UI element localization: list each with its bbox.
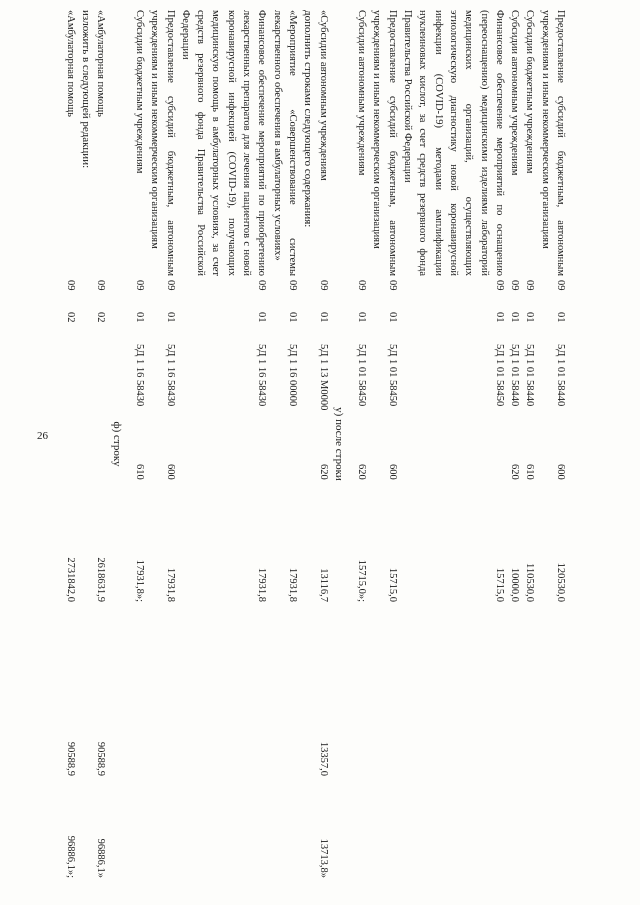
subsection-code-cell: 01 xyxy=(356,312,368,323)
amount-2-cell xyxy=(369,604,400,708)
table-body xyxy=(63,8,569,880)
amount-4-cell xyxy=(178,778,270,880)
amount-1-cell: 110530,0 xyxy=(524,563,536,602)
subsection-code-cell: 01 xyxy=(317,312,329,323)
amount-2-cell xyxy=(93,604,108,708)
amount-2-cell xyxy=(354,604,369,708)
spacer-row xyxy=(346,8,354,880)
table-row xyxy=(507,8,522,880)
amount-3-cell xyxy=(178,708,270,778)
amendment-heading: у) после строки xyxy=(332,407,345,481)
subsection-code-cell: 01 xyxy=(493,312,505,323)
row-name-cell: Предоставление субсидий бюджетным, автономным учреждениям и иным некоммерческим организациям xyxy=(149,10,176,276)
amount-3-cell: 90588,9 xyxy=(95,741,107,776)
target-article-cell: 5Д 1 16 58430 xyxy=(256,344,268,407)
subsection-code-cell: 01 xyxy=(555,312,566,323)
table-row xyxy=(132,8,147,880)
table-row xyxy=(354,8,369,880)
amount-1-cell: 120530,0 xyxy=(555,562,566,602)
amount-3-cell xyxy=(537,708,568,778)
section-code-cell: 09 xyxy=(356,280,368,291)
row-name-cell: Финансовое обеспечение мероприятий по приобретению лекарственных препаратов для лечения пациентов с новой коронавирусной инфекцией (COVID-19), получающих медицинскую помощь в амбулаторных условиях, за счет средств резервного фонда Правительства Российской Федерации xyxy=(179,10,268,276)
table-row xyxy=(369,8,400,880)
row-name-cell: «Субсидии автономным учреждениям xyxy=(317,10,329,181)
amount-2-cell xyxy=(147,604,178,708)
target-article-cell: 5Д 1 01 58450 xyxy=(356,344,368,407)
amount-2-cell xyxy=(507,604,522,708)
amount-2-cell xyxy=(315,604,330,708)
amount-2-cell xyxy=(400,604,507,708)
table-row xyxy=(315,8,330,880)
expense-type-cell xyxy=(269,462,300,498)
amount-1-cell: 15715,0 xyxy=(386,567,398,602)
table-row xyxy=(178,8,270,880)
subsection-code-cell: 02 xyxy=(64,312,76,323)
section-code-cell: 09 xyxy=(133,280,145,291)
target-article-cell: 5Д 1 01 58440 xyxy=(509,344,521,407)
amount-4-cell xyxy=(400,778,507,880)
amendment-note-row xyxy=(78,8,93,880)
section-code-cell: 09 xyxy=(509,280,521,291)
expense-type-cell: 600 xyxy=(386,464,398,480)
table-row xyxy=(63,8,78,880)
expense-type-cell: 610 xyxy=(524,464,536,480)
expense-type-cell: 610 xyxy=(133,464,145,480)
expense-type-cell: 620 xyxy=(317,464,329,480)
amount-1-cell: 13116,7 xyxy=(317,568,329,602)
row-name-cell: Предоставление субсидий бюджетным, автономным учреждениям и иным некоммерческим организациям xyxy=(371,10,398,276)
amount-2-cell xyxy=(132,604,147,708)
expense-type-cell xyxy=(400,462,507,498)
spacer-row xyxy=(124,8,132,880)
subsection-code-cell: 01 xyxy=(133,312,145,323)
budget-table xyxy=(63,8,569,880)
amount-3-cell xyxy=(269,708,300,778)
amount-1-cell: 2731842,0 xyxy=(64,557,76,602)
amount-3-cell xyxy=(400,708,507,778)
amount-4-cell: 96886,1»; xyxy=(64,835,76,878)
subsection-code-cell: 01 xyxy=(386,312,398,323)
row-name-cell: «Амбулаторная помощь xyxy=(95,10,107,117)
amount-3-cell xyxy=(132,708,147,778)
section-code-cell: 09 xyxy=(286,280,298,291)
amount-3-cell xyxy=(354,708,369,778)
expense-type-cell xyxy=(178,462,270,498)
section-code-cell: 09 xyxy=(95,280,107,291)
section-code-cell: 09 xyxy=(493,280,505,291)
section-code-cell: 09 xyxy=(317,280,329,291)
amount-4-cell xyxy=(507,778,522,880)
target-article-cell: 5Д 1 16 58430 xyxy=(164,344,176,407)
amount-1-cell: 2618631,9 xyxy=(95,557,107,602)
amount-3-cell: 90588,9 xyxy=(64,741,76,776)
amendment-heading-row xyxy=(331,8,346,880)
section-code-cell: 09 xyxy=(64,280,76,291)
target-article-cell: 5Д 1 01 58440 xyxy=(555,344,566,407)
amount-2-cell xyxy=(537,604,568,708)
table-row xyxy=(269,8,300,880)
target-article-cell: 5Д 1 01 58450 xyxy=(493,344,505,407)
amendment-note: дополнить строками следующего содержания: xyxy=(302,10,315,228)
row-name-cell: Субсидии автономным учреждениям xyxy=(356,10,368,176)
expense-type-cell: 600 xyxy=(555,464,566,480)
amount-3-cell: 13357,0 xyxy=(317,741,329,776)
subsection-code-cell: 01 xyxy=(256,312,268,323)
row-name-cell: Субсидии автономным учреждениям xyxy=(509,10,521,176)
subsection-code-cell: 01 xyxy=(286,312,298,323)
row-name-cell: Финансовое обеспечение мероприятий по оснащению (переоснащению) медицинскими изделиями лабораторий медицинских организаций, осуществляющих этиологическую диагностику новой коронавирусной инфекции (COVID-19) методами амплификации нуклеиновых кислот, за счет средств резервного фонда Правительства Российской Федерации xyxy=(402,10,505,276)
amount-2-cell xyxy=(522,604,537,708)
expense-type-cell: 620 xyxy=(356,464,368,480)
amount-3-cell xyxy=(369,708,400,778)
amount-4-cell xyxy=(537,778,568,880)
amount-3-cell xyxy=(522,708,537,778)
target-article-cell: 5Д 1 13 М0000 xyxy=(317,344,329,411)
row-name-cell: «Амбулаторная помощь xyxy=(64,10,76,117)
section-code-cell: 09 xyxy=(256,280,268,291)
expense-type-cell xyxy=(93,462,108,498)
amount-4-cell: 13713,8» xyxy=(317,838,329,878)
amount-4-cell xyxy=(522,778,537,880)
amount-1-cell: 17931,8 xyxy=(256,567,268,602)
subsection-code-cell: 02 xyxy=(95,312,107,323)
table-row xyxy=(522,8,537,880)
subsection-code-cell: 01 xyxy=(524,312,536,323)
target-article-cell: 5Д 1 01 58450 xyxy=(386,344,398,407)
target-article-cell xyxy=(93,342,108,462)
section-code-cell: 09 xyxy=(164,280,176,291)
expense-type-cell xyxy=(63,462,78,498)
amount-4-cell: 96886,1» xyxy=(95,838,107,878)
table-row xyxy=(400,8,507,880)
amount-4-cell xyxy=(132,778,147,880)
amount-2-cell xyxy=(63,604,78,708)
amount-4-cell xyxy=(354,778,369,880)
table-row xyxy=(147,8,178,880)
subsection-code-cell: 01 xyxy=(164,312,176,323)
row-name-cell: Субсидии бюджетным учреждениям xyxy=(133,10,145,174)
amendment-note: изложить в следующей редакции: xyxy=(80,10,93,169)
row-name-cell: «Мероприятие «Совершенствование системы лекарственного обеспечения в амбулаторных условиях» xyxy=(271,10,298,276)
amount-1-cell: 17931,8 xyxy=(286,567,298,602)
amendment-heading-row xyxy=(108,8,123,880)
amount-3-cell xyxy=(507,708,522,778)
section-code-cell: 09 xyxy=(555,280,566,291)
target-article-cell: 5Д 1 16 00000 xyxy=(286,344,298,407)
amount-1-cell: 15715,0»; xyxy=(356,559,368,602)
amount-1-cell: 10000,0 xyxy=(509,567,521,602)
amount-4-cell xyxy=(269,778,300,880)
amount-2-cell xyxy=(269,604,300,708)
table-row xyxy=(93,8,108,880)
row-name-cell: Субсидии бюджетным учреждениям xyxy=(524,10,536,174)
amount-3-cell xyxy=(147,708,178,778)
target-article-cell xyxy=(63,342,78,462)
amendment-note-row xyxy=(300,8,315,880)
target-article-cell: 5Д 1 16 58430 xyxy=(133,344,145,407)
amount-2-cell xyxy=(178,604,270,708)
table-row xyxy=(537,8,568,880)
amount-1-cell: 15715,0 xyxy=(493,567,505,602)
subsection-code-cell: 01 xyxy=(509,312,521,323)
amendment-heading: ф) строку xyxy=(110,421,123,467)
expense-type-cell: 600 xyxy=(164,464,176,480)
page-number: 26 xyxy=(37,430,48,442)
section-code-cell: 09 xyxy=(524,280,536,291)
amount-1-cell: 17931,8»; xyxy=(133,559,145,602)
amount-1-cell: 17931,8 xyxy=(164,567,176,602)
row-name-cell: Предоставление субсидий бюджетным, автономным учреждениям и иным некоммерческим организациям xyxy=(539,10,566,276)
section-code-cell: 09 xyxy=(386,280,398,291)
amount-4-cell xyxy=(369,778,400,880)
amount-4-cell xyxy=(147,778,178,880)
target-article-cell: 5Д 1 01 58440 xyxy=(524,344,536,407)
expense-type-cell: 620 xyxy=(509,464,521,480)
